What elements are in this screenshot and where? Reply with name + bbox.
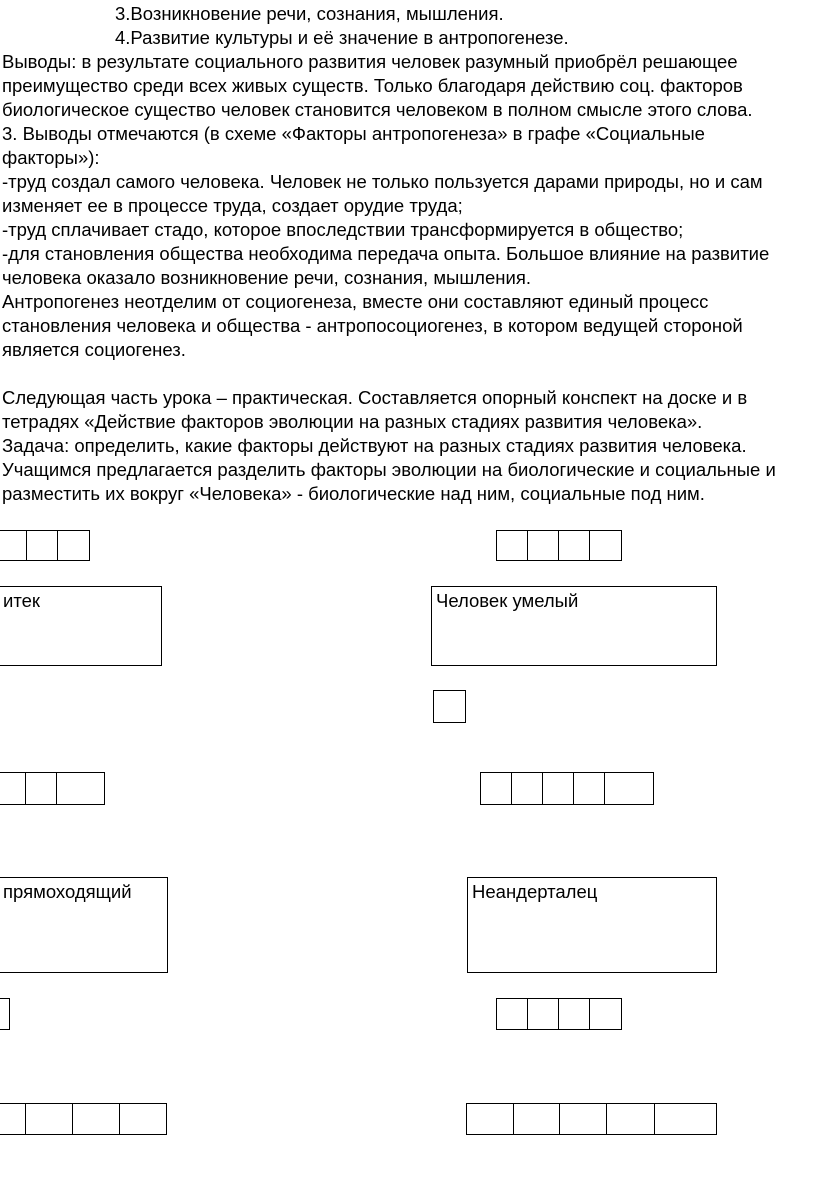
factor-cell xyxy=(589,530,622,561)
practice-line: тетрадях «Действие факторов эволюции на разных стадиях развития человека». xyxy=(2,411,703,432)
factor-cell xyxy=(654,1103,717,1135)
practice-line: Задача: определить, какие факторы действуют на разных стадиях развития человека. xyxy=(2,435,747,456)
conclusion-line: -для становления общества необходима передача опыта. Большое влияние на развитие xyxy=(2,243,770,264)
stage-box xyxy=(0,877,168,973)
factor-cell xyxy=(0,530,28,561)
conclusion-line: -труд сплачивает стадо, которое впоследствии трансформируется в общество; xyxy=(2,219,684,240)
practice-line: разместить их вокруг «Человека» - биологические над ним, социальные под ним. xyxy=(2,483,705,504)
factor-cell xyxy=(604,772,654,805)
conclusion-line: становления человека и общества - антропосоциогенез, в котором ведущей стороной xyxy=(2,315,743,336)
conclusion-line: биологическое существо человек становится человеком в полном смысле этого слова. xyxy=(2,99,753,120)
conclusion-line: Выводы: в результате социального развития человек разумный приобрёл решающее xyxy=(2,51,738,72)
conclusion-line: является социогенез. xyxy=(2,339,186,360)
list-item-3: 3.Возникновение речи, сознания, мышления. xyxy=(115,3,504,24)
factor-cell xyxy=(433,690,466,723)
factor-cell xyxy=(527,998,560,1030)
factor-cell xyxy=(466,1103,515,1135)
factor-cell xyxy=(26,530,59,561)
conclusion-line: факторы»): xyxy=(2,147,100,168)
factor-cell xyxy=(0,772,27,805)
factor-cell xyxy=(56,772,105,805)
factor-cell xyxy=(542,772,575,805)
practice-line: Учащимся предлагается разделить факторы эволюции на биологические и социальные и xyxy=(2,459,776,480)
stage-box xyxy=(0,586,162,666)
factor-cell xyxy=(527,530,560,561)
factor-cell xyxy=(559,1103,608,1135)
factor-cell xyxy=(558,998,591,1030)
factor-cell xyxy=(606,1103,656,1135)
factor-cell xyxy=(480,772,513,805)
factor-cell xyxy=(0,1103,27,1135)
practice-line: Следующая часть урока – практическая. Составляется опорный конспект на доске и в xyxy=(2,387,748,408)
factor-cell xyxy=(25,1103,74,1135)
factor-cell xyxy=(573,772,606,805)
factor-cell xyxy=(558,530,591,561)
factor-cell xyxy=(0,998,10,1030)
conclusion-line: -труд создал самого человека. Человек не только пользуется дарами природы, но и сам xyxy=(2,171,763,192)
factor-cell xyxy=(496,998,529,1030)
factor-cell xyxy=(589,998,622,1030)
list-item-4: 4.Развитие культуры и её значение в антропогенезе. xyxy=(115,27,569,48)
conclusion-line: человека оказало возникновение речи, сознания, мышления. xyxy=(2,267,531,288)
factor-cell xyxy=(496,530,529,561)
conclusion-line: 3. Выводы отмечаются (в схеме «Факторы антропогенеза» в графе «Социальные xyxy=(2,123,705,144)
factor-cell xyxy=(511,772,544,805)
factor-cell xyxy=(513,1103,561,1135)
stage-box-label: итек xyxy=(3,590,40,611)
conclusion-line: изменяет ее в процессе труда, создает орудие труда; xyxy=(2,195,463,216)
factor-cell xyxy=(119,1103,167,1135)
factor-cell xyxy=(25,772,58,805)
factor-cell xyxy=(72,1103,121,1135)
stage-box-label: Неандерталец xyxy=(472,881,598,902)
stage-box xyxy=(431,586,717,666)
stage-box-label: прямоходящий xyxy=(3,881,132,902)
conclusion-line: преимущество среди всех живых существ. Только благодаря действию соц. факторов xyxy=(2,75,743,96)
factor-cell xyxy=(57,530,90,561)
stage-box-label: Человек умелый xyxy=(436,590,579,611)
stage-box xyxy=(467,877,717,973)
conclusion-line: Антропогенез неотделим от социогенеза, вместе они составляют единый процесс xyxy=(2,291,709,312)
